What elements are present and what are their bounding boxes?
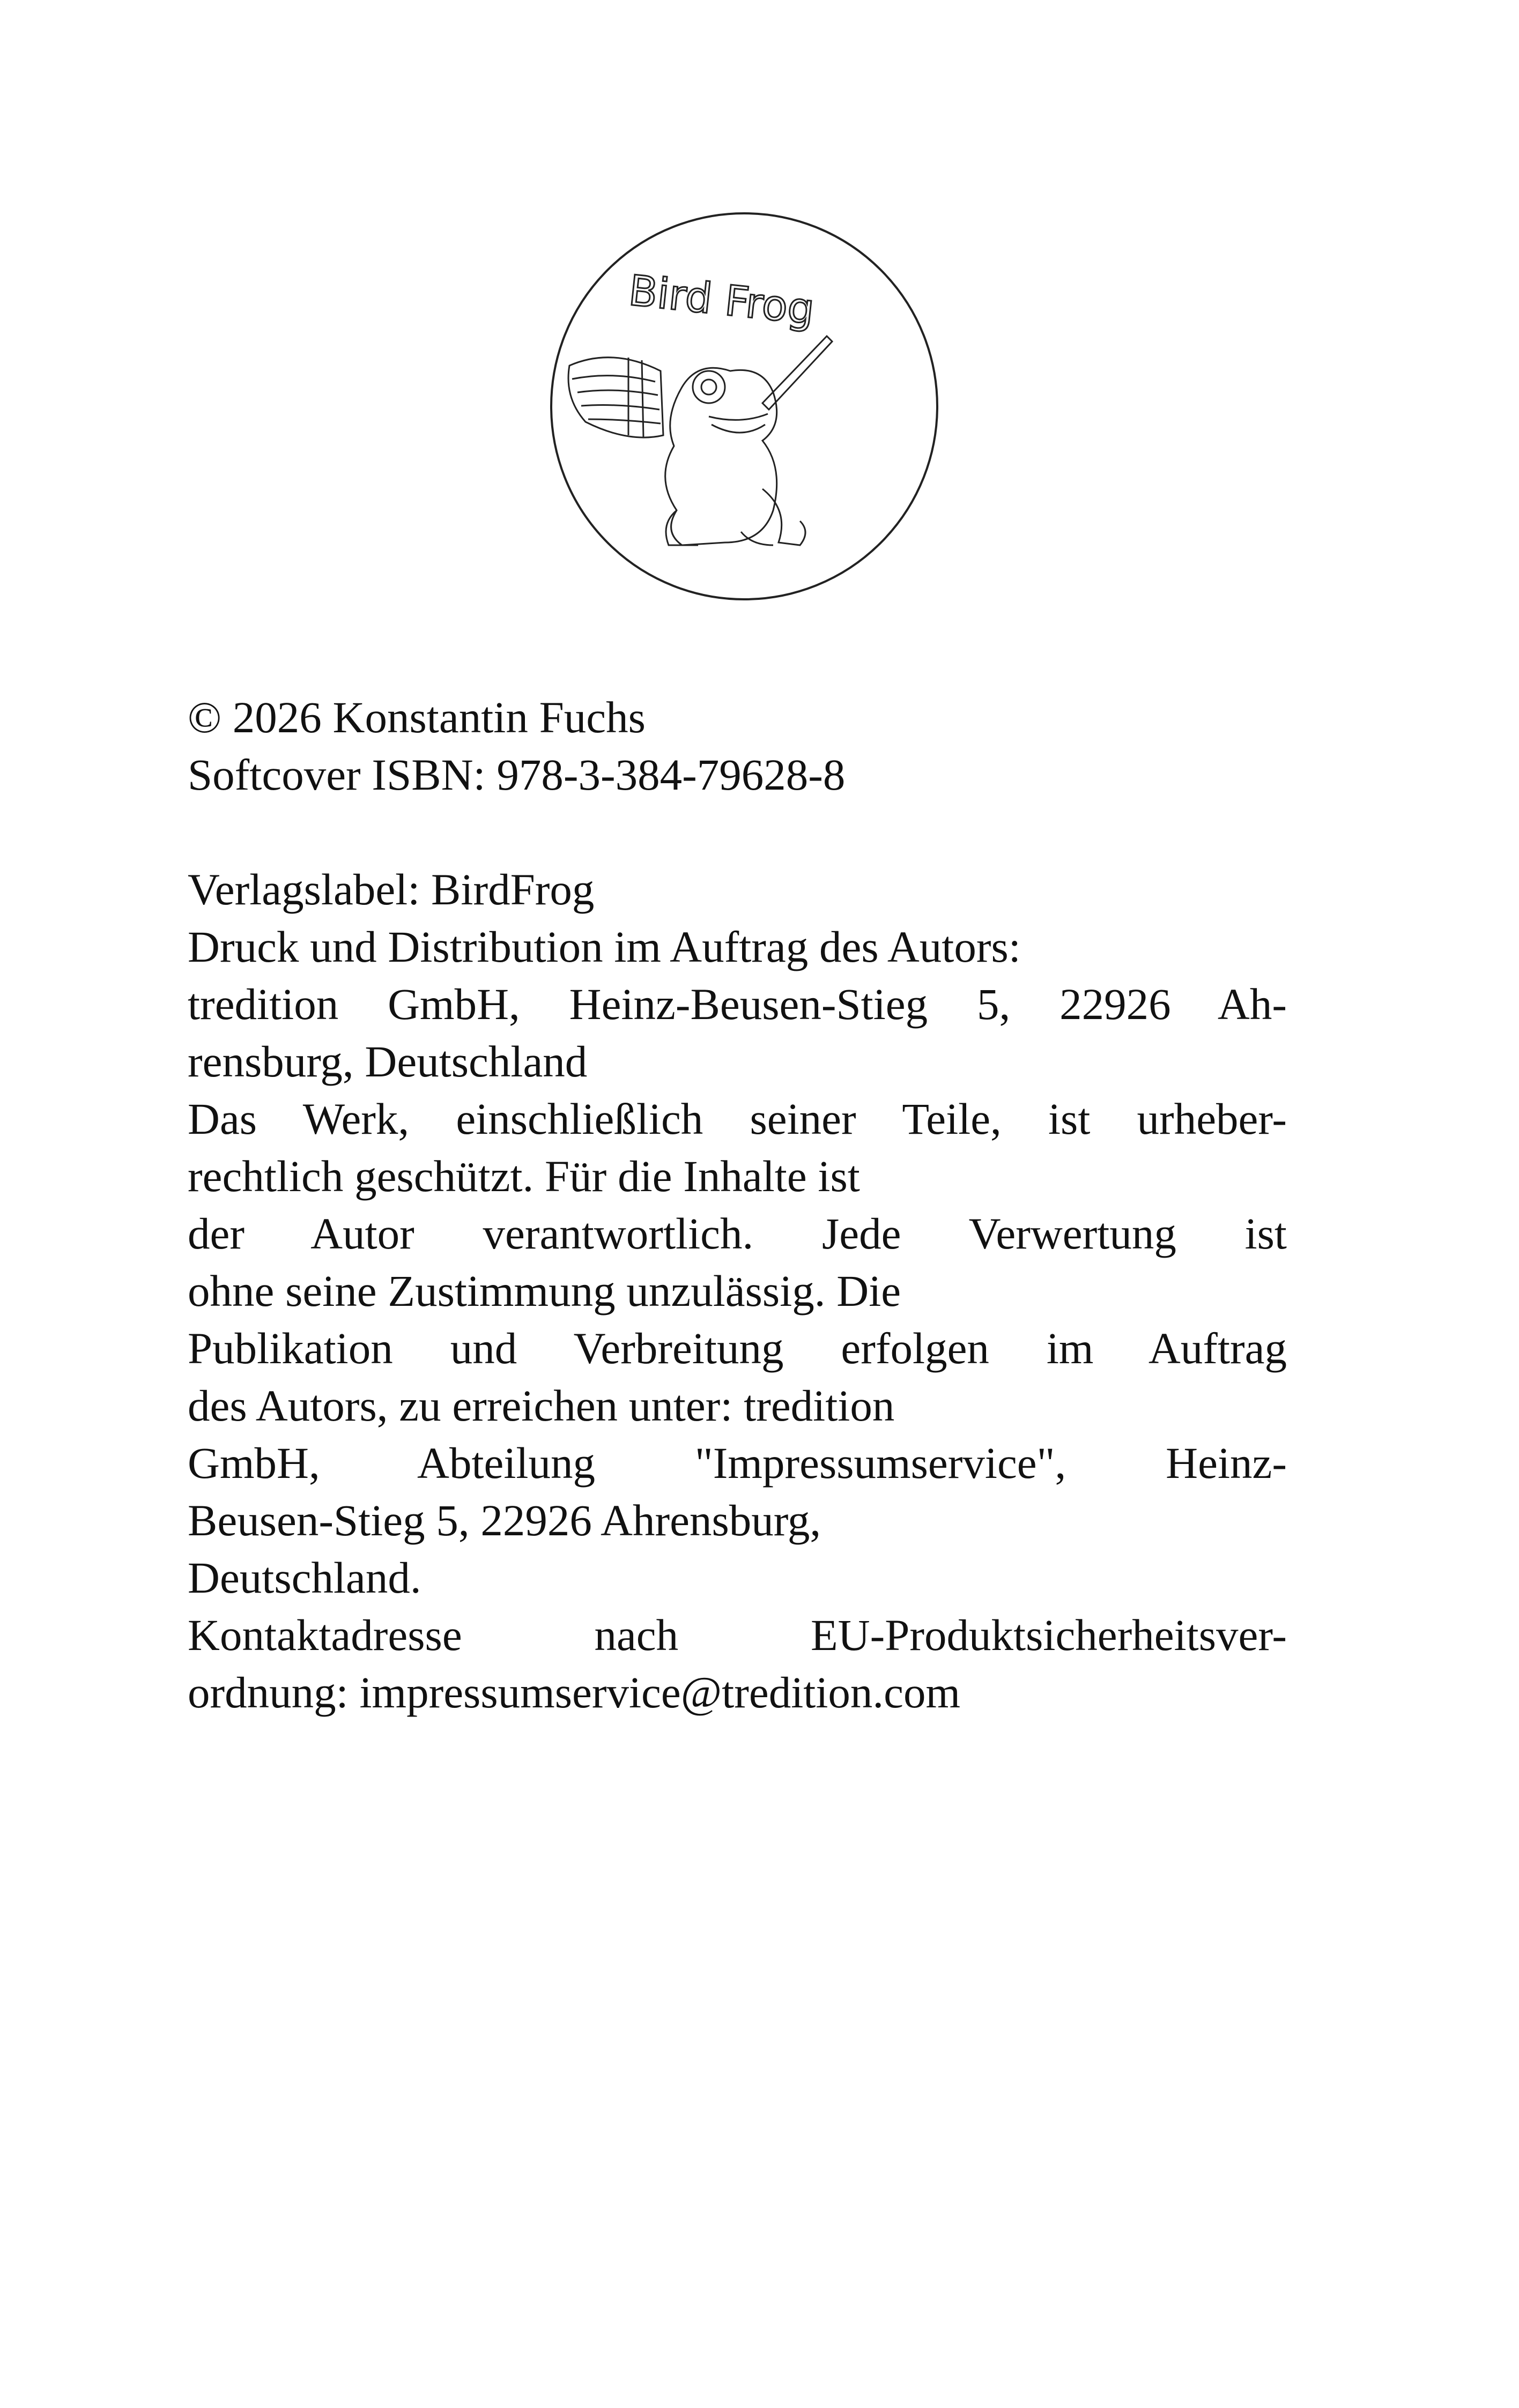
imprint-block (188, 689, 1287, 1721)
imprint-line: Das Werk, einschließlich seiner Teile, ist urheber- (188, 1094, 1287, 1143)
imprint-line: ordnung: impressumservice@tredition.com (188, 1668, 961, 1717)
imprint-line: Kontaktadresse nach EU-Produktsicherheitsver- (188, 1610, 1287, 1660)
imprint-line: rechtlich geschützt. Für die Inhalte ist (188, 1151, 860, 1201)
bird-frog-logo-icon (548, 210, 940, 603)
imprint-line: ohne seine Zustimmung unzulässig. Die (188, 1266, 901, 1316)
imprint-line: tredition GmbH, Heinz-Beusen-Stieg 5, 22926 Ah- (188, 979, 1287, 1029)
imprint-line: der Autor verantwortlich. Jede Verwertung ist (188, 1209, 1287, 1258)
imprint-line: Publikation und Verbreitung erfolgen im Auftrag (188, 1324, 1287, 1373)
copyright-line: © 2026 Konstantin Fuchs (188, 693, 646, 742)
isbn-line: Softcover ISBN: 978-3-384-79628-8 (188, 750, 846, 799)
blank-line (188, 804, 1287, 861)
logo-text: Bird Frog (626, 266, 817, 335)
imprint-line: des Autors, zu erreichen unter: tredition (188, 1381, 895, 1430)
imprint-line: Druck und Distribution im Auftrag des Autors: (188, 922, 1021, 971)
imprint-line: GmbH, Abteilung "Impressumservice", Heinz- (188, 1438, 1287, 1488)
imprint-line: Deutschland. (188, 1553, 421, 1602)
bird-frog-logo (548, 210, 940, 603)
publisher-label-line: Verlagslabel: BirdFrog (188, 865, 595, 914)
imprint-line: Beusen-Stieg 5, 22926 Ahrensburg, (188, 1496, 821, 1545)
imprint-line: rensburg, Deutschland (188, 1037, 588, 1086)
